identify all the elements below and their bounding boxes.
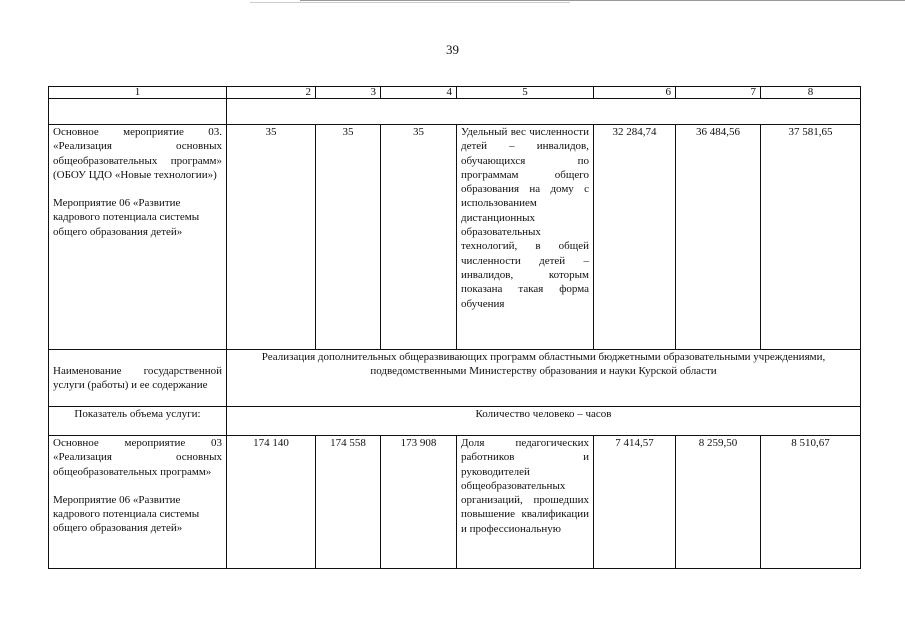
value-cell: 35	[227, 125, 316, 350]
col-header: 5	[457, 87, 594, 99]
col-header: 1	[49, 87, 227, 99]
value-cell: 8 259,50	[676, 436, 761, 569]
sub-event-text: Мероприятие 06 «Развитие кадрового потенциала системы общего образования детей»	[53, 197, 200, 238]
table-row	[49, 436, 861, 569]
indicator-cell: Удельный вес численности детей – инвалидов, обучающихся по программам общего образования на дому с использованием дистанционных образовательных технологий, в общей численности детей – инвалидов, которым показана такая форма обучения	[457, 125, 594, 350]
volume-value: Количество человеко – часов	[227, 407, 861, 436]
value-cell: 32 284,74	[594, 125, 676, 350]
value-cell: 35	[381, 125, 457, 350]
sub-event-text: Мероприятие 06 «Развитие кадрового потенциала системы общего образования детей»	[53, 493, 200, 535]
budget-table	[48, 86, 861, 569]
col-header: 2	[227, 87, 316, 99]
service-row	[49, 350, 861, 407]
value-cell: 7 414,57	[594, 436, 676, 569]
service-label: Наименование государственной услуги (работы) и ее содержание	[49, 350, 227, 407]
activity-cell	[49, 436, 227, 569]
value-cell: 173 908	[381, 436, 457, 569]
empty-cell	[227, 99, 861, 125]
page-number: 39	[446, 42, 459, 57]
value-cell: 36 484,56	[676, 125, 761, 350]
value-cell: 174 558	[316, 436, 381, 569]
col-header: 8	[761, 87, 861, 99]
indicator-cell: Доля педагогических работников и руководителей общеобразовательных организаций, прошедших повышение квалификации и профессиональную	[457, 436, 594, 569]
main-event-text: Основное мероприятие 03. «Реализация основных общеобразовательных программ» (ОБОУ ЦДО «Новые технологии»)	[53, 126, 222, 181]
spacer-row	[49, 99, 861, 125]
col-header: 6	[594, 87, 676, 99]
col-header: 3	[316, 87, 381, 99]
value-cell: 174 140	[227, 436, 316, 569]
service-value: Реализация дополнительных общеразвивающих программ областными бюджетными образовательными учреждениями, подведомственными Министерству образования и науки Курской области	[227, 350, 861, 407]
main-event-text: Основное мероприятие 03 «Реализация основных общеобразовательных программ»	[53, 437, 222, 478]
volume-label: Показатель объема услуги:	[49, 407, 227, 436]
empty-cell	[49, 99, 227, 125]
column-number-row	[49, 87, 861, 99]
volume-row	[49, 407, 861, 436]
scan-edge-line	[250, 2, 570, 3]
col-header: 7	[676, 87, 761, 99]
activity-cell	[49, 125, 227, 350]
value-cell: 8 510,67	[761, 436, 861, 569]
value-cell: 35	[316, 125, 381, 350]
table-row	[49, 125, 861, 350]
value-cell: 37 581,65	[761, 125, 861, 350]
scan-edge-line	[300, 0, 905, 1]
col-header: 4	[381, 87, 457, 99]
